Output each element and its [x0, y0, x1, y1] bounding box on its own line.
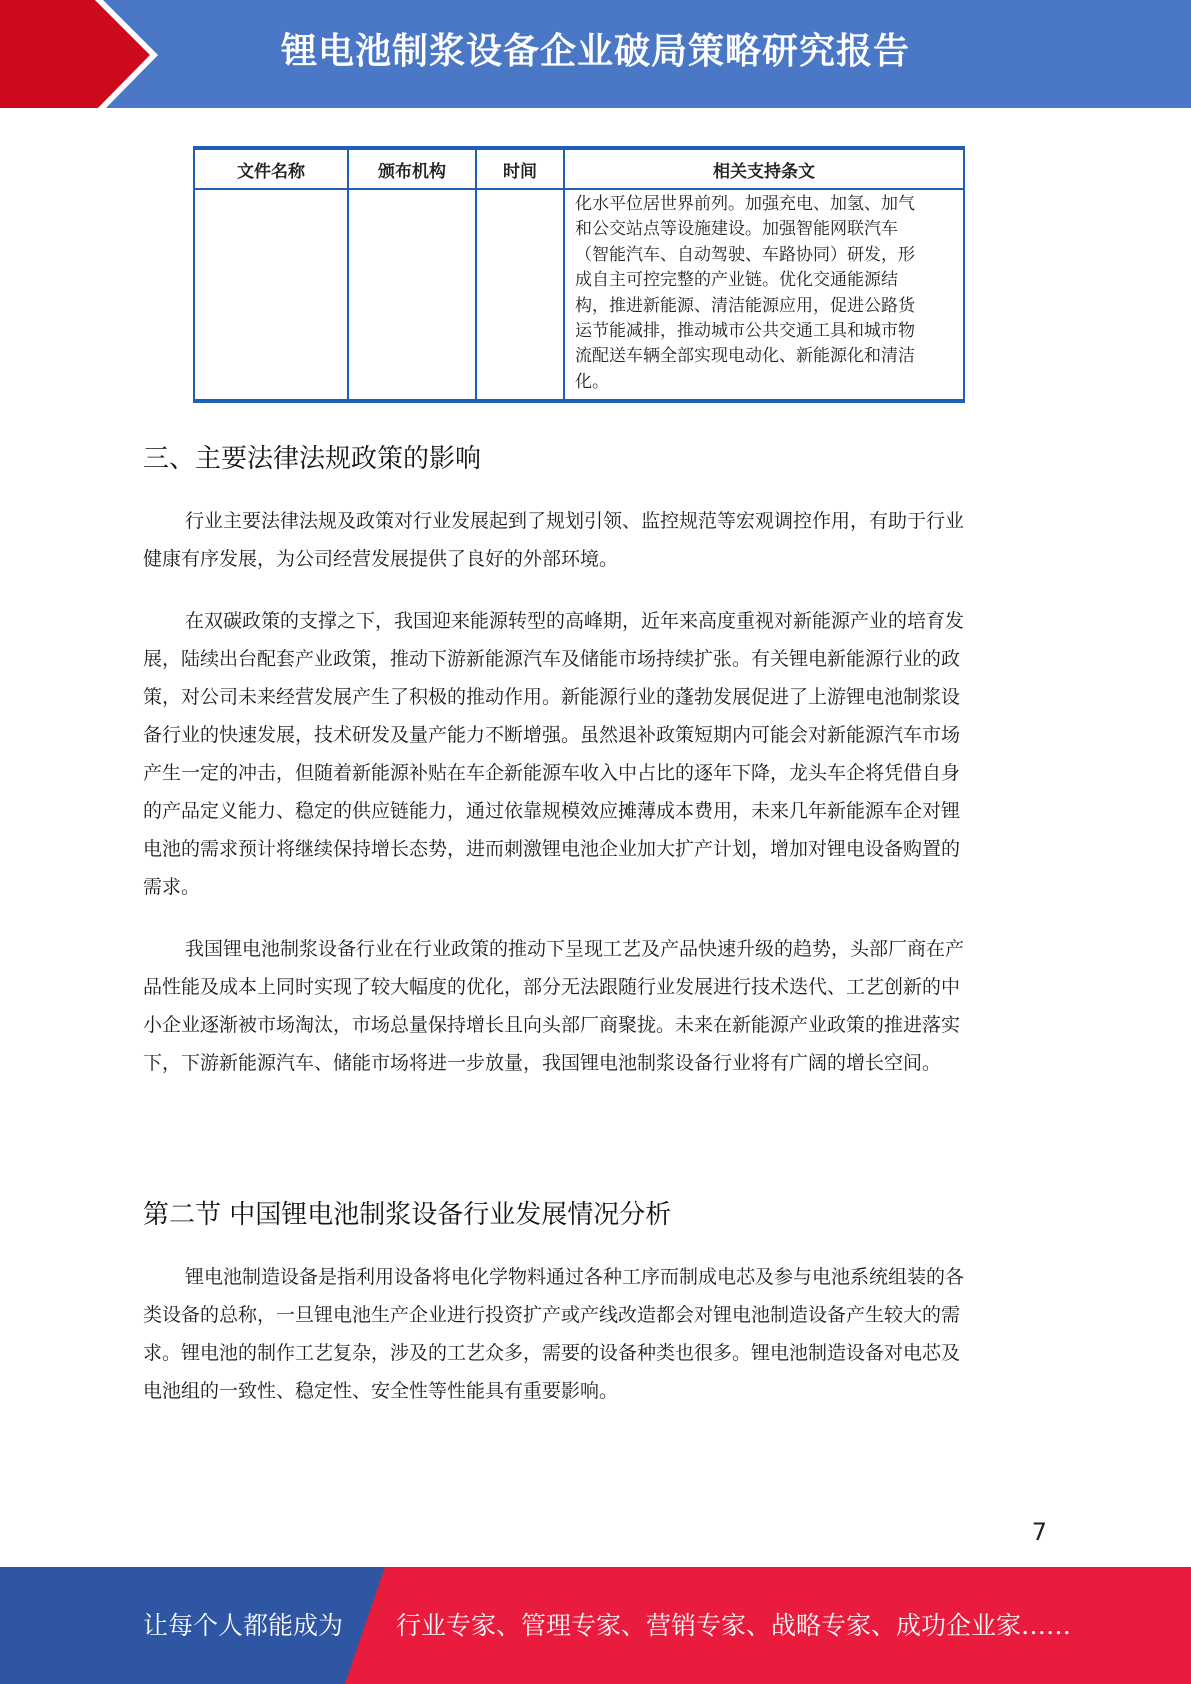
paragraph-line: 电池组的一致性、稳定性、安全性等性能具有重要影响。	[143, 1380, 619, 1402]
footer-banner	[0, 1567, 1191, 1684]
paragraph	[143, 930, 1045, 1082]
paragraph-line: 锂电池制造设备是指利用设备将电化学物料通过各种工序而制成电芯及参与电池系统组装的各	[185, 1266, 965, 1288]
paragraph-line: 备行业的快速发展，技术研发及量产能力不断增强。虽然退补政策短期内可能会对新能源汽车市场	[143, 724, 961, 746]
provision-line: 化水平位居世界前列。加强充电、加氢、加气	[575, 194, 915, 214]
paragraph-line: 需求。	[143, 876, 201, 898]
paragraph-line: 下，下游新能源汽车、储能市场将进一步放量，我国锂电池制浆设备行业将有广阔的增长空间。	[143, 1052, 942, 1074]
paragraph-line: 产生一定的冲击，但随着新能源补贴在车企新能源车收入中占比的逐年下降，龙头车企将凭借自身	[143, 762, 961, 784]
paragraph-line: 在双碳政策的支撑之下，我国迎来能源转型的高峰期，近年来高度重视对新能源产业的培育发	[185, 610, 965, 632]
provision-line: 化。	[575, 371, 609, 392]
section-heading-policy-impact: 三、主要法律法规政策的影响	[143, 444, 482, 474]
paragraph	[143, 1258, 1045, 1410]
provision-line: 和公交站点等设施建设。加强智能网联汽车	[575, 219, 898, 240]
paragraph-line: 电池的需求预计将继续保持增长态势，进而刺激锂电池企业加大扩产计划，增加对锂电设备购置的	[143, 838, 961, 860]
paragraph-line: 行业主要法律法规及政策对行业发展起到了规划引领、监控规范等宏观调控作用，有助于行业	[185, 510, 965, 532]
column-header-time: 时间	[476, 148, 564, 189]
column-header-issuing-agency: 颁布机构	[348, 148, 476, 189]
column-header-related-provisions: 相关支持条文	[564, 148, 964, 189]
column-header-document-name: 文件名称	[194, 148, 348, 189]
report-title: 锂电池制浆设备企业破局策略研究报告	[280, 31, 910, 72]
paragraph-line: 的产品定义能力、稳定的供应链能力，通过依靠规模效应摊薄成本费用，未来几年新能源车企对锂	[143, 800, 961, 822]
paragraph	[143, 502, 1045, 578]
provision-line: 运节能减排，推动城市公共交通工具和城市物	[575, 321, 915, 342]
footer-slogan-right: 行业专家、管理专家、营销专家、战略专家、成功企业家……	[396, 1611, 1072, 1640]
paragraph-line: 展，陆续出台配套产业政策，推动下游新能源汽车及储能市场持续扩张。有关锂电新能源行业的政	[143, 648, 961, 670]
cell-document-name	[194, 189, 348, 401]
provision-line: 构，推进新能源、清洁能源应用，促进公路货	[575, 295, 915, 316]
paragraph-line: 策，对公司未来经营发展产生了积极的推动作用。新能源行业的蓬勃发展促进了上游锂电池制浆设	[143, 686, 961, 708]
footer-slogan-left: 让每个人都能成为	[143, 1611, 344, 1640]
paragraph-line: 我国锂电池制浆设备行业在行业政策的推动下呈现工艺及产品快速升级的趋势，头部厂商在产	[185, 938, 965, 960]
header-banner	[0, 0, 1191, 111]
paragraph-line: 类设备的总称，一旦锂电池生产企业进行投资扩产或产线改造都会对锂电池制造设备产生较大的需	[143, 1304, 961, 1326]
cell-issuing-agency	[348, 189, 476, 401]
policy-table	[193, 146, 965, 403]
provision-line: 成自主可控完整的产业链。优化交通能源结	[575, 270, 898, 291]
paragraph	[143, 602, 1045, 906]
cell-time	[476, 189, 564, 401]
page-number: 7	[1031, 1518, 1047, 1546]
provision-line: （智能汽车、自动驾驶、车路协同）研发，形	[575, 244, 915, 265]
paragraph-line: 健康有序发展，为公司经营发展提供了良好的外部环境。	[143, 548, 619, 570]
paragraph-line: 小企业逐渐被市场淘汰，市场总量保持增长且向头部厂商聚拢。未来在新能源产业政策的推进落实	[143, 1014, 961, 1036]
table-header-row	[194, 148, 964, 189]
provision-line: 流配送车辆全部实现电动化、新能源化和清洁	[575, 346, 915, 367]
paragraph-line: 品性能及成本上同时实现了较大幅度的优化，部分无法跟随行业发展进行技术迭代、工艺创新的中	[143, 976, 961, 998]
cell-related-provisions	[564, 189, 964, 401]
table-row	[194, 189, 964, 401]
paragraph-line: 求。锂电池的制作工艺复杂，涉及的工艺众多，需要的设备种类也很多。锂电池制造设备对电芯及	[143, 1342, 961, 1364]
section-heading-industry-analysis: 第二节 中国锂电池制浆设备行业发展情况分析	[143, 1200, 672, 1230]
